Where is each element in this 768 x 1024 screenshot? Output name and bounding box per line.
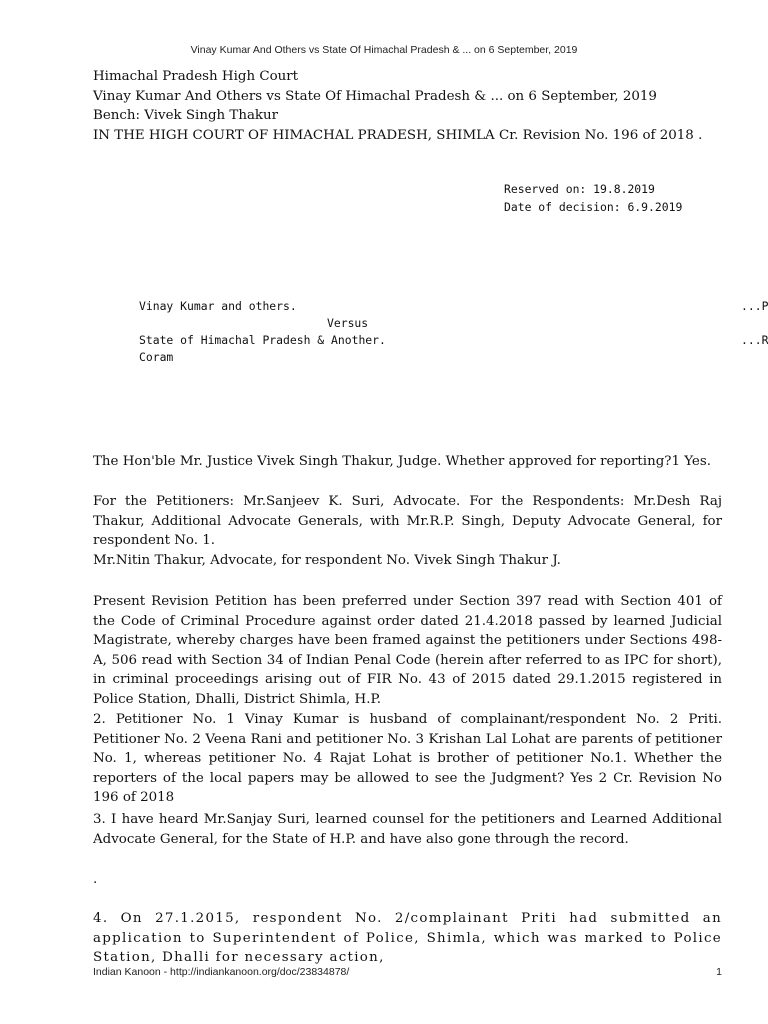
paragraph-respondent-counsel: Mr.Nitin Thakur, Advocate, for respondent No. Vivek Singh Thakur J.: [93, 553, 561, 568]
versus-label: Versus: [327, 316, 369, 330]
page-footer: [93, 966, 722, 978]
coram-label: Coram: [139, 350, 174, 364]
paragraph-4: 4. On 27.1.2015, respondent No. 2/complainant Priti had submitted an application to Superintendent of Police, Shimla, which was marked to Police Station, Dhalli for necessary action,: [93, 911, 722, 966]
footer-source-link[interactable]: Indian Kanoon - http://indiankanoon.org/doc/23834878/: [93, 966, 350, 978]
respondent-party: State of Himachal Pradesh & Another.: [139, 333, 386, 347]
paragraph-2: 2. Petitioner No. 1 Vinay Kumar is husband of complainant/respondent No. 2 Priti. Petitioner No. 2 Veena Rani and petitioner No. 3 Krishan Lal Lohat are parents of petitioner No. 1, whereas petitioner No. 4 Rajat Lohat is brother of petitioner No.1. Whether the reporters of the local papers may be allowed to see the Judgment? Yes 2 Cr. Revision No 196 of 2018: [93, 712, 722, 806]
footer-page-number: 1: [716, 966, 722, 978]
paragraph-3: 3. I have heard Mr.Sanjay Suri, learned counsel for the petitioners and Learned Additional Advocate General, for the State of H.P. and have also gone through the record.: [93, 812, 722, 847]
paragraph-revision-petition: Present Revision Petition has been preferred under Section 397 read with Section 401 of the Code of Criminal Procedure against order dated 21.4.2018 passed by learned Judicial Magistrate, whereby charges have been framed against the petitioners under Sections 498-A, 506 read with Section 34 of Indian Penal Code (herein after referred to as IPC for short), in criminal proceedings arising out of FIR No. 43 of 2015 dated 29.1.2015 registered in Police Station, Dhalli, District Shimla, H.P.: [93, 594, 722, 707]
paragraph-coram-judge: The Hon'ble Mr. Justice Vivek Singh Thakur, Judge. Whether approved for reporting?1 Yes.: [93, 454, 711, 469]
case-line: IN THE HIGH COURT OF HIMACHAL PRADESH, SHIMLA Cr. Revision No. 196 of 2018 .: [93, 127, 703, 143]
bench: Bench: Vivek Singh Thakur: [93, 108, 279, 123]
decision-date: Date of decision: 6.9.2019: [504, 200, 683, 214]
court-name: Himachal Pradesh High Court: [93, 69, 299, 84]
page-header: Vinay Kumar And Others vs State Of Himachal Pradesh & ... on 6 September, 2019: [190, 44, 578, 56]
case-title: Vinay Kumar And Others vs State Of Himachal Pradesh & ... on 6 September, 2019: [93, 88, 657, 104]
paragraph-counsel: For the Petitioners: Mr.Sanjeev K. Suri, Advocate. For the Respondents: Mr.Desh Raj Thakur, Additional Advocate Generals, with Mr.R.P. Singh, Deputy Advocate General, for respondent No. 1.: [93, 494, 722, 549]
petitioner-tag: ...P: [741, 299, 768, 313]
petitioner-party: Vinay Kumar and others.: [139, 299, 297, 313]
judgment-heading: [93, 67, 702, 145]
respondent-tag: ...R: [741, 333, 768, 347]
paragraph-dot: .: [93, 872, 98, 887]
reserved-date: Reserved on: 19.8.2019: [504, 182, 655, 196]
